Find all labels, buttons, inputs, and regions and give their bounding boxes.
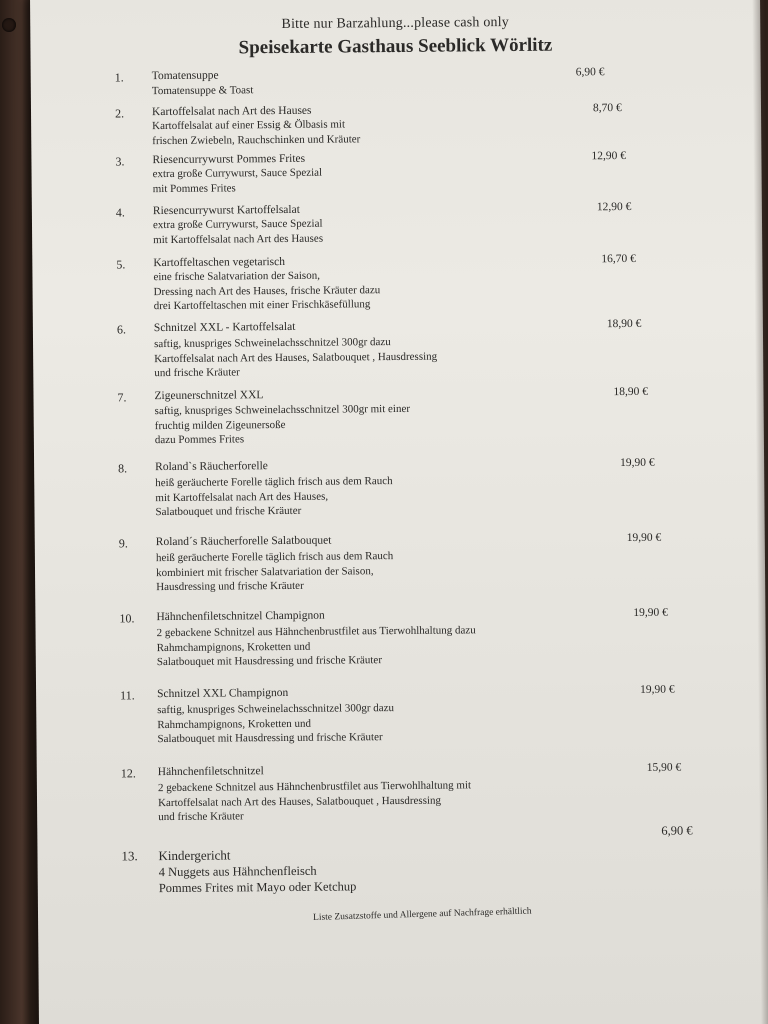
item-price: 15,90 € (646, 761, 682, 774)
menu-item (37, 823, 767, 896)
menu-item (33, 385, 763, 447)
menu-item (35, 606, 765, 669)
item-number: 2. (114, 106, 125, 121)
item-price: 8,70 € (592, 102, 622, 115)
binder-hole (2, 18, 16, 32)
item-description: eine frische Salatvariation der Saison, Dressing nach Art des Hauses, frische Kräuter dazu drei Kartoffeltaschen mit einer Frischkäsefüllung (153, 269, 381, 313)
item-number: 10. (119, 611, 135, 626)
item-number: 6. (116, 322, 126, 337)
item-number: 9. (118, 536, 128, 551)
menu-item (34, 456, 764, 519)
menu-item (31, 101, 761, 147)
item-price: 19,90 € (640, 683, 675, 696)
item-name: Riesencurrywurst Pommes Frites (152, 152, 306, 167)
item-number: 3. (115, 154, 125, 169)
menu-item (32, 252, 762, 313)
item-name: Schnitzel XXL Champignon (157, 686, 289, 701)
cash-only-note: Bitte nur Barzahlung...please cash only (281, 15, 510, 32)
menu-item (31, 149, 761, 195)
menu-item (35, 531, 765, 594)
item-price: 19,90 € (620, 456, 655, 470)
item-number: 5. (116, 257, 126, 272)
item-description: heiß geräucherte Forelle täglich frisch aus dem Rauch mit Kartoffelsalat nach Art des Hauses, Salatbouquet und frische Kräuter (155, 475, 393, 519)
menu-sheet (30, 0, 768, 1024)
item-name: Hähnchenfiletschnitzel Champignon (156, 609, 325, 624)
item-number: 12. (120, 766, 136, 781)
item-description: heiß geräucherte Forelle täglich frisch aus dem Rauch kombiniert mit frischer Salatvariation der Saison, Hausdressing und frische Kräuter (155, 550, 394, 594)
item-description: saftig, knuspriges Schweinelachsschnitzel 300gr dazu Kartoffelsalat nach Art des Hauses, Salatbouquet , Hausdressing und frische Kräuter (153, 336, 438, 380)
item-name: Schnitzel XXL - Kartoffelsalat (153, 320, 296, 335)
item-price: 19,90 € (626, 531, 662, 544)
allergen-note: Liste Zusatzstoffe und Allergene auf Nachfrage erhältlich (312, 906, 532, 924)
menu-title: Speisekarte Gasthaus Seeblick Wörlitz (238, 34, 553, 59)
menu-item (31, 65, 761, 98)
item-description: extra große Currywurst, Sauce Spezial mit Kartoffelsalat nach Art des Hauses (152, 217, 324, 246)
menu-item (32, 200, 762, 246)
item-price: 12,90 € (591, 149, 626, 163)
item-name: Hähnchenfiletschnitzel (157, 765, 264, 779)
item-name: Riesencurrywurst Kartoffelsalat (152, 203, 300, 218)
item-number: 7. (117, 390, 127, 405)
item-number: 13. (121, 848, 138, 864)
item-price: 18,90 € (606, 317, 642, 331)
menu-item (36, 683, 766, 746)
item-name: Zigeunerschnitzel XXL (154, 389, 264, 403)
item-price: 6,90 € (661, 823, 693, 838)
item-name: Roland`s Räucherforelle (155, 460, 268, 474)
item-description: saftig, knuspriges Schweinelachsschnitzel 300gr mit einer fruchtig milden Zigeunersoße dazu Pommes Frites (154, 402, 411, 447)
item-description: saftig, knuspriges Schweinelachsschnitzel 300gr dazu Rahmchampignons, Kroketten und Salatbouquet mit Hausdressing und frische Kräuter (157, 702, 395, 746)
item-description: 4 Nuggets aus Hähnchenfleisch Pommes Frites mit Mayo oder Ketchup (158, 863, 357, 896)
item-description: 2 gebackene Schnitzel aus Hähnchenbrustfilet aus Tierwohlhaltung mit Kartoffelsalat nach Art des Hauses, Salatbouquet , Hausdressing und frische Kräuter (157, 779, 472, 824)
item-name: Tomatensuppe (151, 69, 219, 83)
item-number: 4. (115, 205, 125, 220)
item-name: Roland´s Räucherforelle Salatbouquet (155, 534, 332, 549)
item-price: 19,90 € (633, 606, 668, 619)
item-description: 2 gebackene Schnitzel aus Hähnchenbrustfilet aus Tierwohlhaltung dazu Rahmchampignons, Kroketten und Salatbouquet mit Hausdressing und frische Kräuter (156, 624, 476, 669)
item-description: extra große Currywurst, Sauce Spezial mit Pommes Frites (152, 166, 323, 195)
item-price: 12,90 € (596, 200, 632, 214)
menu-header (30, 13, 760, 61)
item-price: 6,90 € (575, 66, 605, 79)
menu-item (33, 317, 763, 380)
item-number: 11. (120, 688, 135, 703)
item-price: 16,70 € (601, 252, 636, 266)
item-name: Kindergericht (158, 847, 231, 864)
menu-item (37, 761, 767, 824)
item-description: Tomatensuppe & Toast (151, 84, 254, 98)
item-name: Kartoffelsalat nach Art des Hauses (151, 104, 312, 119)
item-description: Kartoffelsalat auf einer Essig & Ölbasis mit frischen Zwiebeln, Rauchschinken und Kräuter (152, 118, 361, 147)
item-name: Kartoffeltaschen vegetarisch (153, 255, 286, 270)
item-number: 8. (118, 461, 128, 476)
item-price: 18,90 € (613, 385, 649, 399)
item-number: 1. (114, 70, 124, 85)
